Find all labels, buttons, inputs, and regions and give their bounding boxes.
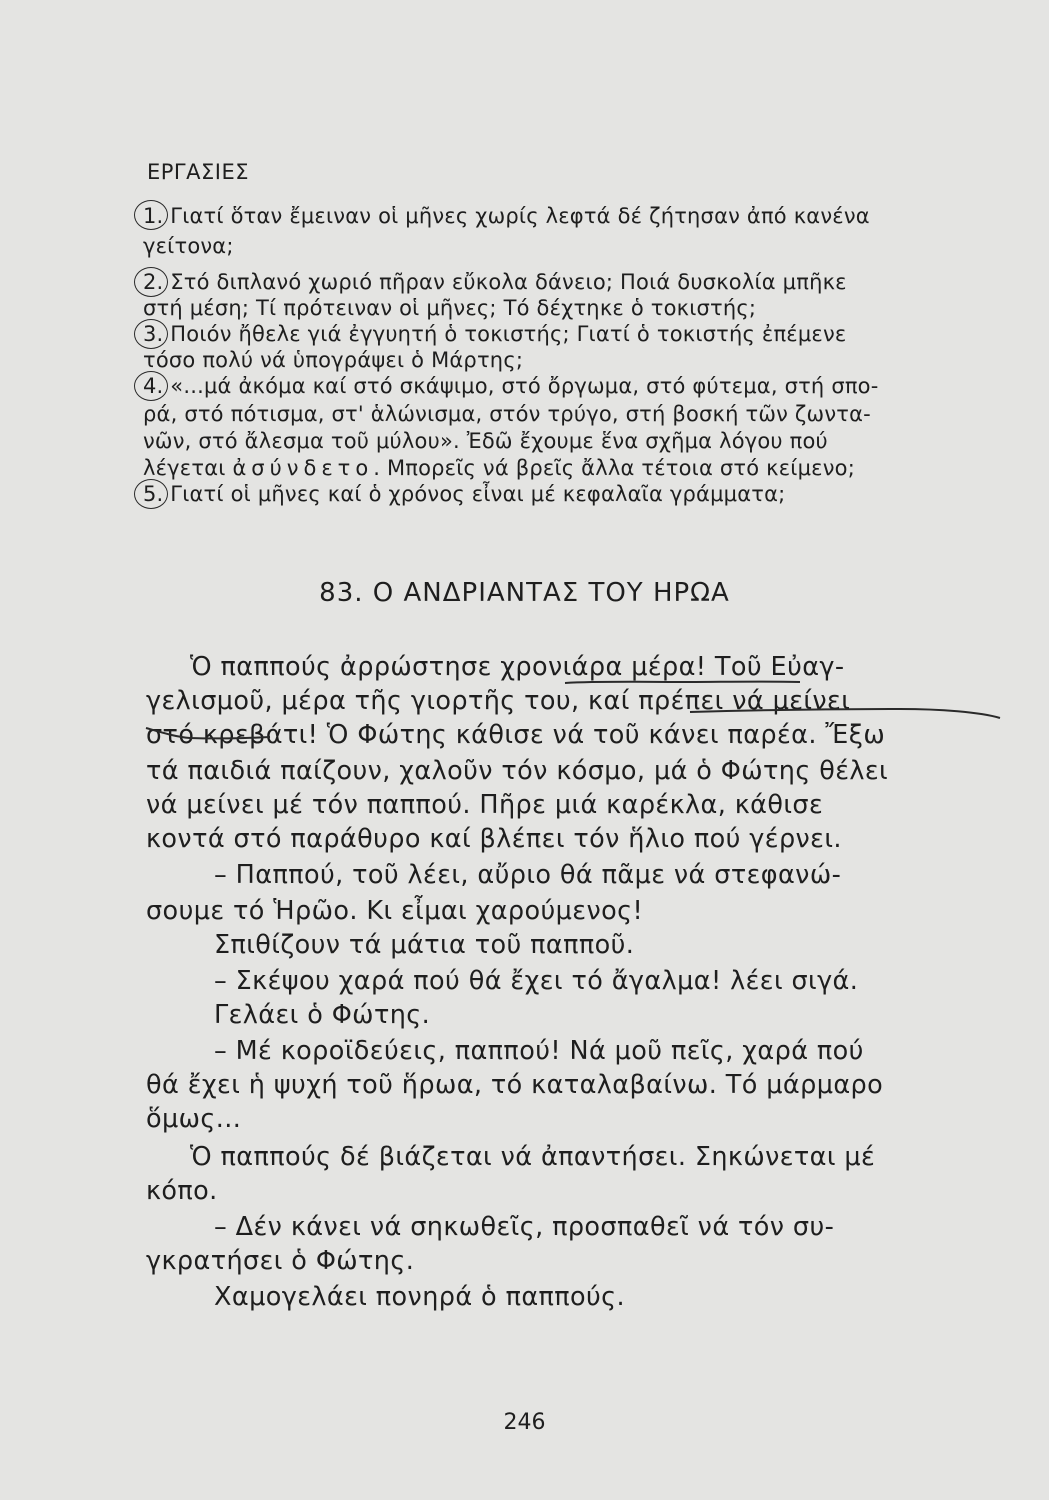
pen-circle-mark (134, 319, 168, 349)
story-line: – Μέ κοροϊδεύεις, παππού! Νά μοῦ πεῖς, χαρά πού (214, 1036, 864, 1066)
story-line: θά ἔχει ἡ ψυχή τοῦ ἥρωα, τό καταλαβαίνω. Τό μάρμαρο (146, 1070, 884, 1100)
pen-circle-mark (134, 371, 168, 401)
story-line: κοντά στό παράθυρο καί βλέπει τόν ἥλιο πού γέρνει. (146, 824, 842, 854)
story-line: – Σκέψου χαρά πού θά ἔχει τό ἄγαλμα! λέει σιγά. (214, 966, 859, 996)
story-line: στό κρεβάτι! Ὁ Φώτης κάθισε νά τοῦ κάνει παρέα. Ἔξω (146, 720, 886, 750)
task-line: 4. «...μά ἀκόμα καί στό σκάψιμο, στό ὄργωμα, στό φύτεμα, στή σπο- (143, 374, 879, 398)
tasks-heading: ΕΡΓΑΣΙΕΣ (147, 160, 249, 184)
story-line: – Δέν κάνει νά σηκωθεῖς, προσπαθεῖ νά τόν συ- (214, 1212, 835, 1242)
story-line: σουμε τό Ἡρῶο. Κι εἶμαι χαρούμενος! (146, 896, 644, 926)
story-line: γκρατήσει ὁ Φώτης. (146, 1246, 415, 1276)
task-line: 3. Ποιόν ἤθελε γιά ἐγγυητή ὁ τοκιστής; Γιατί ὁ τοκιστής ἐπέμενε (143, 322, 847, 346)
task-line: 1. Γιατί ὅταν ἔμειναν οἱ μῆνες χωρίς λεφτά δέ ζήτησαν ἀπό κανένα (143, 204, 870, 228)
task-text: . Μπορεῖς νά βρεῖς ἄλλα τέτοια στό κείμενο; (373, 456, 855, 480)
task-line (143, 456, 855, 480)
task-line: γείτονα; (143, 234, 234, 258)
story-line: Ὁ παππούς δέ βιάζεται νά ἀπαντήσει. Σηκώνεται μέ (190, 1142, 876, 1172)
story-line: Γελάει ὁ Φώτης. (214, 1000, 431, 1030)
pen-circle-mark (134, 267, 168, 297)
task-line: στή μέση; Τί πρότειναν οἱ μῆνες; Τό δέχτηκε ὁ τοκιστής; (143, 296, 757, 320)
story-line: ὅμως... (146, 1104, 242, 1134)
story-line: νά μείνει μέ τόν παππού. Πῆρε μιά καρέκλα, κάθισε (146, 790, 824, 820)
task-text: λέγεται (143, 456, 226, 480)
story-line: Χαμογελάει πονηρά ὁ παππούς. (214, 1282, 626, 1312)
story-title: 83. Ο ΑΝΔΡΙΑΝΤΑΣ ΤΟΥ ΗΡΩΑ (319, 578, 730, 608)
story-line: – Παππού, τοῦ λέει, αὔριο θά πᾶμε νά στεφανώ- (214, 860, 842, 890)
story-line: Σπιθίζουν τά μάτια τοῦ παπποῦ. (214, 930, 635, 960)
story-line: τά παιδιά παίζουν, χαλοῦν τόν κόσμο, μά ὁ Φώτης θέλει (146, 756, 889, 786)
story-line: γελισμοῦ, μέρα τῆς γιορτῆς του, καί πρέπει νά μείνει (146, 686, 851, 716)
pen-circle-mark (134, 479, 168, 509)
task-line: 2. Στό διπλανό χωριό πῆραν εὔκολα δάνειο; Ποιά δυσκολία μπῆκε (143, 270, 847, 294)
story-line: Ὁ παππούς ἀρρώστησε χρονιάρα μέρα! Τοῦ Εὐαγ- (190, 652, 845, 682)
page-number: 246 (503, 1410, 546, 1435)
story-line: κόπο. (146, 1176, 218, 1206)
pen-circle-mark (134, 200, 168, 230)
task-line: νῶν, στό ἄλεσμα τοῦ μύλου». Ἐδῶ ἔχουμε ἕνα σχῆμα λόγου πού (143, 429, 828, 453)
task-line: 5. Γιατί οἱ μῆνες καί ὁ χρόνος εἶναι μέ κεφαλαῖα γράμματα; (143, 482, 786, 506)
task-line: ρά, στό πότισμα, στ' ἁλώνισμα, στόν τρύγο, στή βοσκή τῶν ζωντα- (143, 402, 871, 426)
task-line: τόσο πολύ νά ὑπογράψει ὁ Μάρτης; (143, 348, 524, 372)
term-asyndeto: ἀσύνδετο (232, 456, 374, 480)
